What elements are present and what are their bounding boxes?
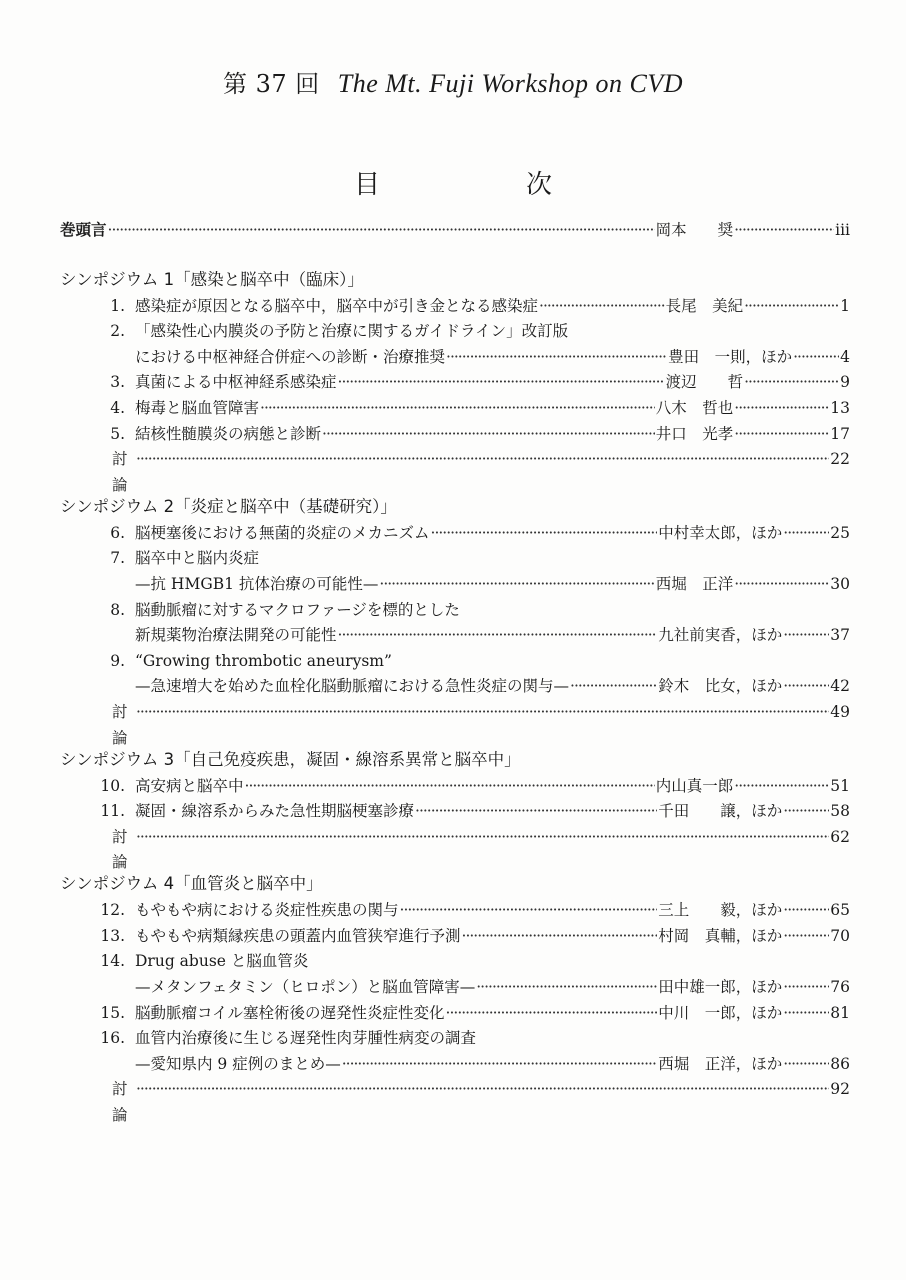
toc-entry[interactable] — [60, 674, 850, 700]
leader-dots — [108, 218, 655, 244]
toc-entry[interactable] — [60, 370, 850, 396]
leader-dots — [734, 422, 829, 448]
leader-dots — [379, 572, 654, 598]
entry-author: 内山真一郎 — [655, 776, 734, 795]
entry-author: 井口 光孝 — [655, 424, 734, 443]
entry-title: —メタンフェタミン（ヒロポン）と脳血管障害— — [135, 978, 476, 997]
toc-entry[interactable] — [60, 521, 850, 547]
entry-title: もやもや病類縁疾患の頭蓋内血管狭窄進行予測 — [135, 926, 461, 945]
entry-author: 鈴木 比女，ほか — [658, 677, 783, 696]
leader-dots — [245, 774, 655, 800]
entry-page: 17 — [830, 424, 850, 443]
entry-page: 65 — [830, 901, 850, 920]
foreword-title: 巻頭言 — [60, 221, 107, 239]
discussion-label: 討 論 — [112, 1080, 142, 1125]
leader-dots — [744, 370, 839, 396]
entry-author: 渡辺 哲 — [665, 373, 744, 392]
entry-author: 中川 一郎，ほか — [658, 1003, 783, 1022]
entry-number: 11. — [100, 802, 125, 821]
entry-page: 70 — [830, 926, 850, 945]
discussion-page: 62 — [830, 827, 850, 846]
entry-number: 8. — [110, 600, 125, 619]
discussion-entry[interactable] — [60, 1077, 850, 1125]
toc-entry-line — [60, 546, 850, 572]
entry-author: 九社前実香，ほか — [658, 626, 783, 645]
entry-number: 6. — [110, 523, 125, 542]
entry-page: 51 — [830, 776, 850, 795]
leader-dots — [338, 370, 665, 396]
entry-title-line: 血管内治療後に生じる遅発性肉芽腫性病変の調査 — [135, 1029, 477, 1048]
discussion-entry[interactable] — [60, 700, 850, 747]
entry-title: 感染症が原因となる脳卒中，脳卒中が引き金となる感染症 — [135, 296, 539, 315]
toc-entry[interactable] — [60, 396, 850, 422]
leader-dots — [260, 396, 655, 422]
foreword-author: 岡本 奨 — [655, 221, 734, 239]
symposium-heading: シンポジウム 2「炎症と脳卒中（基礎研究）」 — [60, 496, 397, 516]
toc-entry[interactable] — [60, 294, 850, 320]
entry-page: 81 — [830, 1003, 850, 1022]
toc-entry[interactable] — [60, 1052, 850, 1078]
leader-dots — [338, 623, 658, 649]
leader-dots — [783, 975, 829, 1001]
toc-entry-line — [60, 949, 850, 975]
discussion-page: 92 — [830, 1080, 850, 1099]
entry-page: 13 — [830, 398, 850, 417]
symposium-heading: シンポジウム 3「自己免疫疾患，凝固・線溶系異常と脳卒中」 — [60, 749, 521, 769]
leader-dots — [446, 345, 667, 371]
leader-dots — [734, 774, 829, 800]
entry-author: 中村幸太郎，ほか — [658, 523, 783, 542]
entry-page: 1 — [840, 296, 850, 315]
entry-number: 13. — [100, 926, 125, 945]
discussion-page: 49 — [830, 702, 850, 721]
leader-dots — [783, 924, 829, 950]
entry-number: 14. — [100, 952, 125, 971]
entry-title-line: 脳動脈瘤に対するマクロファージを標的とした — [135, 600, 460, 619]
entry-title: 脳動脈瘤コイル塞栓術後の遅発性炎症性変化 — [135, 1003, 445, 1022]
entry-author: 西堀 正洋 — [655, 574, 734, 593]
entry-page: 76 — [830, 978, 850, 997]
leader-dots — [136, 825, 829, 851]
entry-title: —愛知県内 9 症例のまとめ— — [135, 1054, 341, 1073]
entry-page: 9 — [840, 373, 850, 392]
leader-dots — [462, 924, 658, 950]
entry-number: 7. — [110, 549, 125, 568]
symposium-heading: シンポジウム 1「感染と脳卒中（臨床）」 — [60, 269, 364, 289]
entry-title: 新規薬物治療法開発の可能性 — [135, 626, 337, 645]
entry-author: 豊田 一則，ほか — [668, 347, 793, 366]
toc-entry[interactable] — [60, 898, 850, 924]
entry-title: 脳梗塞後における無菌的炎症のメカニズム — [135, 523, 430, 542]
leader-dots — [783, 1001, 829, 1027]
leader-dots — [793, 345, 839, 371]
toc-entry[interactable] — [60, 422, 850, 448]
entry-title-line: 「感染性心内膜炎の予防と治療に関するガイドライン」改訂版 — [135, 322, 569, 341]
entry-author: 千田 譲，ほか — [658, 802, 783, 821]
entry-number: 15. — [100, 1003, 125, 1022]
toc-entry[interactable] — [60, 345, 850, 371]
entry-number: 10. — [100, 776, 125, 795]
entry-number: 9. — [110, 651, 125, 670]
leader-dots — [744, 294, 839, 320]
leader-dots — [783, 898, 829, 924]
entry-author: 西堀 正洋，ほか — [658, 1054, 783, 1073]
entry-author: 村岡 真輔，ほか — [658, 926, 783, 945]
leader-dots — [783, 521, 829, 547]
leader-dots — [446, 1001, 658, 1027]
toc-entry-line — [60, 598, 850, 624]
toc-entry[interactable] — [60, 623, 850, 649]
leader-dots — [136, 1077, 829, 1103]
toc-entry[interactable] — [60, 1001, 850, 1027]
entry-page: 37 — [830, 626, 850, 645]
entry-number: 16. — [100, 1029, 125, 1048]
entry-page: 25 — [830, 523, 850, 542]
toc-entry[interactable] — [60, 975, 850, 1001]
entry-title: 高安病と脳卒中 — [135, 776, 244, 795]
entry-author: 長尾 美紀 — [665, 296, 744, 315]
leader-dots — [476, 975, 657, 1001]
leader-dots — [783, 674, 829, 700]
entry-title-line: 脳卒中と脳内炎症 — [135, 549, 260, 568]
leader-dots — [400, 898, 658, 924]
leader-dots — [322, 422, 655, 448]
entry-title: 結核性髄膜炎の病態と診断 — [135, 424, 322, 443]
entry-title: 真菌による中枢神経系感染症 — [135, 373, 337, 392]
discussion-label: 討 論 — [112, 702, 142, 747]
discussion-entry[interactable] — [60, 825, 850, 872]
entry-page: 30 — [830, 574, 850, 593]
entry-title: 凝固・線溶系からみた急性期脳梗塞診療 — [135, 802, 415, 821]
discussion-label: 討 論 — [112, 450, 142, 494]
leader-dots — [539, 294, 665, 320]
leader-dots — [570, 674, 657, 700]
foreword-page: iii — [835, 221, 850, 239]
toc-entry-line — [60, 1026, 850, 1052]
entry-page: 86 — [830, 1054, 850, 1073]
entry-author: 八木 哲也 — [655, 398, 734, 417]
entry-author: 田中雄一郎，ほか — [658, 978, 783, 997]
discussion-label: 討 論 — [112, 827, 142, 872]
entry-page: 42 — [830, 677, 850, 696]
entry-number: 4. — [110, 398, 125, 417]
leader-dots — [136, 700, 829, 726]
entry-title: もやもや病における炎症性疾患の関与 — [135, 901, 399, 920]
entry-number: 3. — [110, 373, 125, 392]
entry-author: 三上 毅，ほか — [658, 901, 783, 920]
leader-dots — [783, 623, 829, 649]
entry-number: 12. — [100, 901, 125, 920]
entry-page: 58 — [830, 802, 850, 821]
entry-title-line: “Growing thrombotic aneurysm” — [135, 651, 392, 670]
discussion-entry[interactable] — [60, 447, 850, 494]
toc-entry[interactable] — [60, 572, 850, 598]
entry-title-line: Drug abuse と脳血管炎 — [135, 952, 309, 971]
toc-entry[interactable] — [60, 774, 850, 800]
leader-dots — [342, 1052, 658, 1078]
entry-page: 4 — [840, 347, 850, 366]
leader-dots — [734, 396, 829, 422]
entry-number: 1. — [110, 296, 125, 315]
leader-dots — [431, 521, 658, 547]
workshop-name: The Mt. Fuji Workshop on CVD — [337, 69, 684, 98]
entry-title: —抗 HMGB1 抗体治療の可能性— — [135, 574, 379, 593]
leader-dots — [415, 799, 657, 825]
toc-entry-line — [60, 319, 850, 345]
table-of-contents — [60, 218, 850, 1125]
entry-title: 梅毒と脳血管障害 — [135, 398, 260, 417]
foreword-entry[interactable] — [60, 218, 850, 244]
discussion-page: 22 — [830, 450, 850, 469]
leader-dots — [783, 799, 829, 825]
entry-title: —急速増大を始めた血栓化脳動脈瘤における急性炎症の関与— — [135, 677, 570, 696]
meeting-number: 第 37 回 — [222, 70, 320, 98]
page-header — [0, 64, 906, 99]
entry-title: における中枢神経合併症への診断・治療推奨 — [135, 347, 446, 366]
toc-entry[interactable] — [60, 924, 850, 950]
entry-number: 5. — [110, 424, 125, 443]
toc-title: 目 次 — [353, 170, 612, 200]
toc-entry[interactable] — [60, 799, 850, 825]
leader-dots — [734, 218, 834, 244]
leader-dots — [136, 447, 829, 473]
entry-number: 2. — [110, 322, 125, 341]
symposium-heading: シンポジウム 4「血管炎と脳卒中」 — [60, 874, 323, 894]
toc-entry-line — [60, 649, 850, 675]
leader-dots — [734, 572, 829, 598]
leader-dots — [783, 1052, 829, 1078]
